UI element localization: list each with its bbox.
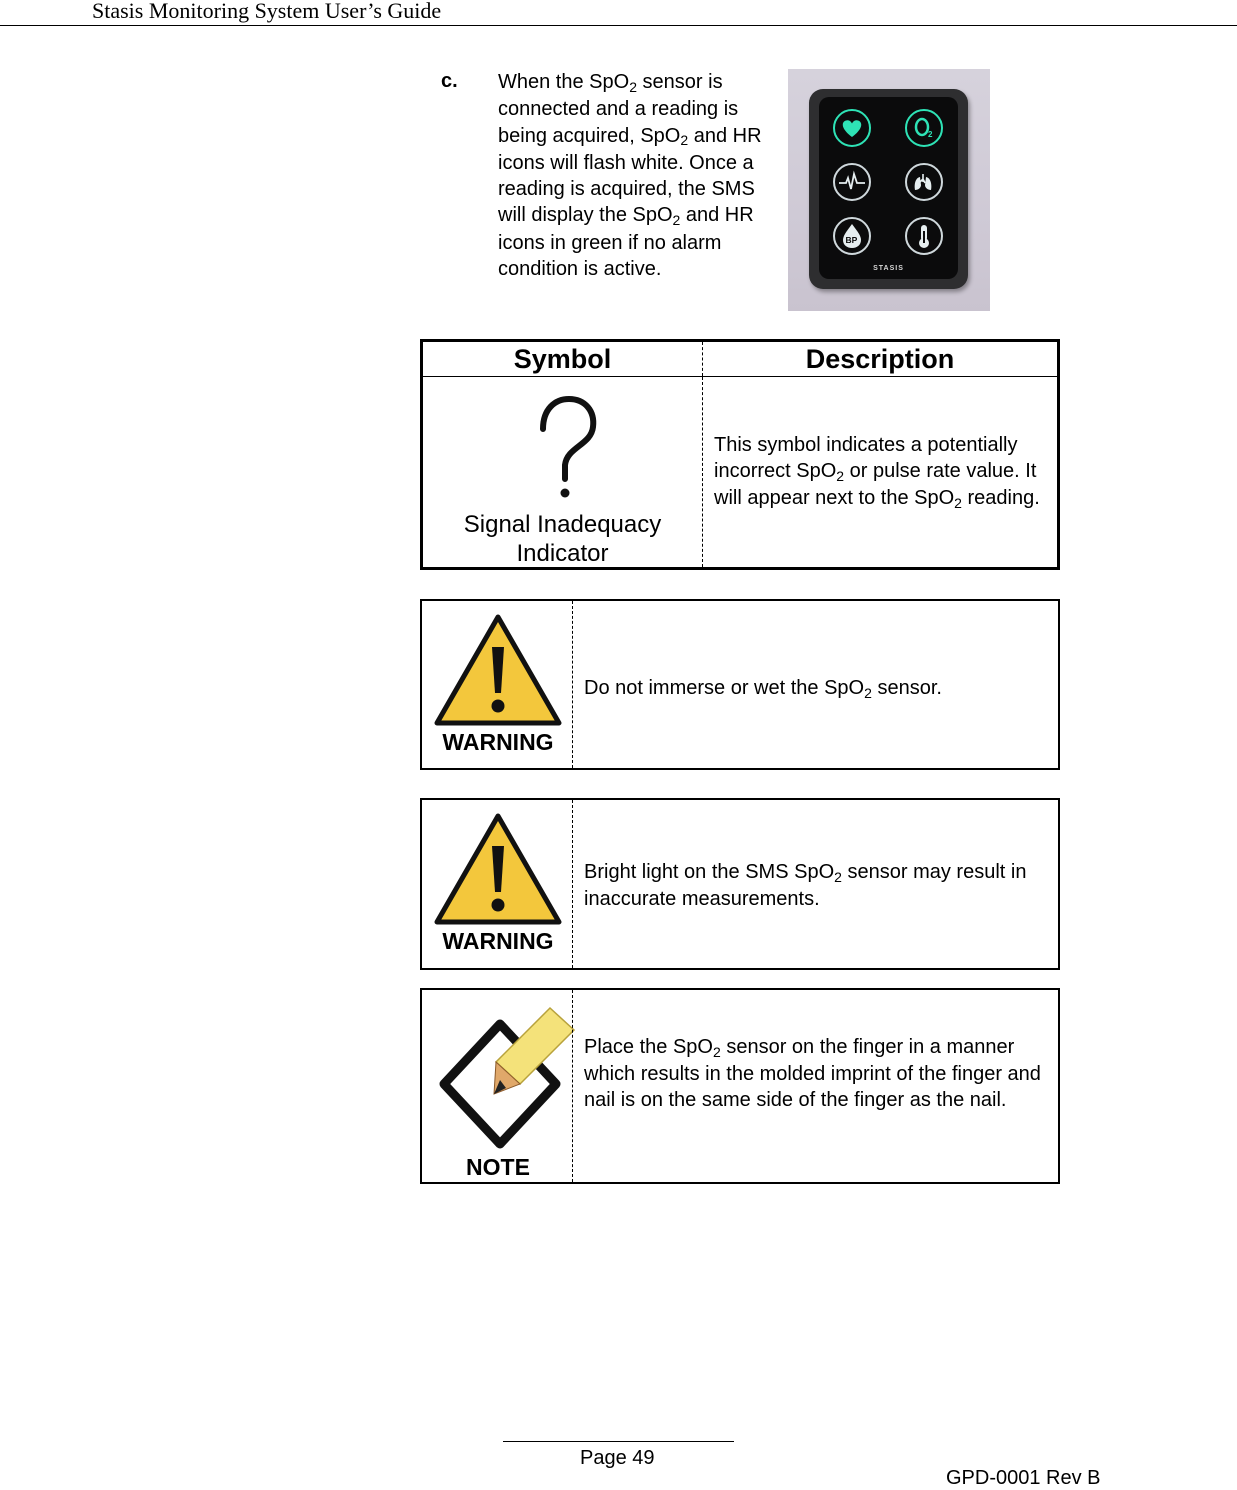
divider	[572, 990, 573, 1182]
lungs-icon	[905, 163, 943, 201]
warning-text	[584, 859, 1034, 912]
subscript: 2	[680, 132, 689, 149]
column-header-symbol: Symbol	[422, 341, 703, 377]
warning-label: WARNING	[442, 928, 554, 954]
description-cell	[703, 377, 1059, 569]
monitor-device	[809, 89, 968, 289]
svg-text:BP: BP	[845, 235, 858, 245]
subscript: 2	[834, 868, 842, 885]
thermometer-icon	[905, 217, 943, 255]
symbol-cell	[422, 377, 703, 569]
note-box	[420, 988, 1060, 1184]
svg-text:2: 2	[928, 130, 933, 139]
page-number: Page 49	[580, 1447, 655, 1469]
warning-triangle-icon	[433, 812, 563, 926]
step-text-part: sensor is connected and a reading is being acquired, SpO	[498, 71, 739, 147]
subscript: 2	[954, 494, 962, 511]
document-id: GPD-0001 Rev B	[946, 1467, 1101, 1489]
symbol-table	[420, 339, 1060, 570]
note-pencil-icon	[436, 1000, 582, 1150]
warning-text	[584, 675, 1044, 702]
note-text-part: Place the SpO	[584, 1036, 713, 1058]
brand-logo: STASIS	[873, 265, 904, 272]
step-text-part: and HR icons in green if no alarm condition is active.	[498, 204, 754, 281]
subscript: 2	[836, 467, 845, 484]
warning-box-bright-light	[420, 798, 1060, 970]
step-letter: c.	[441, 70, 458, 92]
subscript: 2	[864, 684, 872, 701]
step-text-part: When the SpO	[498, 71, 630, 93]
step-text	[498, 69, 766, 282]
monitor-display	[819, 97, 958, 279]
symbol-label-line: Signal Inadequacy	[463, 511, 662, 538]
warning-text-part: sensor may result in inaccurate measurements.	[584, 861, 1027, 910]
footer-rule	[503, 1441, 734, 1442]
divider	[572, 601, 573, 768]
description-text: reading.	[961, 487, 1040, 509]
note-text	[584, 1034, 1050, 1113]
device-photo	[788, 69, 990, 311]
note-label: NOTE	[466, 1154, 530, 1180]
warning-text-part: Bright light on the SMS SpO	[584, 861, 835, 883]
heart-icon	[833, 109, 871, 147]
subscript: 2	[672, 211, 681, 228]
bp-icon	[833, 217, 871, 255]
warning-label: WARNING	[442, 729, 554, 755]
document-title: Stasis Monitoring System User’s Guide	[92, 0, 442, 23]
step-text-part: and HR icons will flash white. Once a reading is acquired, the SMS will display the SpO	[498, 124, 762, 227]
description-text: This symbol indicates a potentially incorrect SpO	[714, 434, 1018, 482]
subscript: 2	[712, 1043, 721, 1060]
warning-box-immerse	[420, 599, 1060, 770]
subscript: 2	[629, 78, 637, 95]
symbol-label-line: Indicator	[516, 540, 609, 567]
note-text-part: sensor on the finger in a manner which results in the molded imprint of the finger and nail is on the same side of the finger as the nail.	[584, 1036, 1041, 1111]
divider	[572, 800, 573, 968]
description-text: or pulse rate value. It will appear next to the SpO	[714, 460, 1037, 509]
symbol-label	[423, 510, 702, 568]
column-header-description: Description	[703, 341, 1059, 377]
question-mark-icon	[509, 391, 601, 503]
warning-text-part: sensor.	[871, 677, 942, 699]
warning-triangle-icon	[433, 613, 563, 727]
ecg-icon	[833, 163, 871, 201]
warning-text-part: Do not immerse or wet the SpO	[584, 677, 865, 699]
page-header	[0, 0, 1237, 26]
o2-icon	[905, 109, 943, 147]
